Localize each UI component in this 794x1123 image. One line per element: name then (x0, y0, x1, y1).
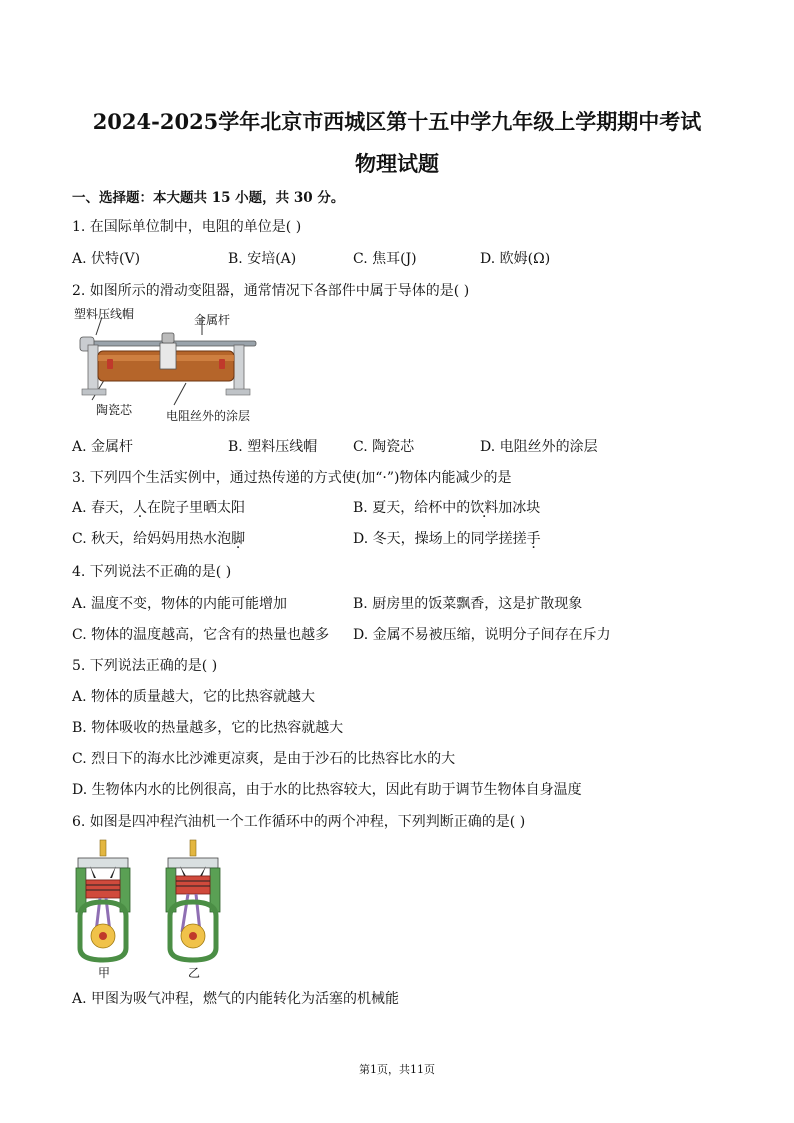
label-metal-rod: 金属杆 (194, 313, 231, 327)
q3-b-text: B. 夏天，给杯中的 (353, 500, 471, 516)
label-yi: 乙 (188, 966, 201, 980)
rheostat-figure (74, 305, 274, 430)
label-ceramic-core: 陶瓷芯 (96, 403, 133, 417)
q4-option-d: D. 金属不易被压缩，说明分子间存在斥力 (353, 627, 611, 643)
q1-option-d: D. 欧姆(Ω) (480, 251, 551, 267)
q5-option-c: C. 烈日下的海水比沙滩更凉爽，是由于沙石的比热容比水的大 (72, 751, 456, 767)
q1-option-a: A. 伏特(V) (72, 251, 141, 267)
q3-option-c (72, 530, 245, 548)
q6-option-a: A. 甲图为吸气冲程，燃气的内能转化为活塞的机械能 (72, 991, 400, 1007)
q4-stem: 4. 下列说法不正确的是( ) (72, 564, 232, 580)
exam-title: 2024-2025学年北京市西城区第十五中学九年级上学期期中考试 (92, 109, 702, 134)
q6-stem: 6. 如图是四冲程汽油机一个工作循环中的两个冲程，下列判断正确的是( ) (72, 814, 526, 830)
exam-subtitle: 物理试题 (355, 151, 439, 176)
q1-stem: 1. 在国际单位制中，电阻的单位是( ) (72, 219, 302, 235)
q2-option-b: B. 塑料压线帽 (228, 439, 318, 455)
q3-option-a (72, 499, 245, 517)
q3-b-dotted: 饮料 (470, 500, 499, 516)
q3-a-text-end: 在院子里晒太阳 (147, 500, 246, 516)
q5-option-a: A. 物体的质量越大，它的比热容就越大 (72, 689, 316, 705)
q5-option-d: D. 生物体内水的比例很高，由于水的比热容较大，因此有助于调节生物体自身温度 (72, 782, 582, 798)
q2-stem: 2. 如图所示的滑动变阻器，通常情况下各部件中属于导体的是( ) (72, 283, 470, 299)
q3-a-dotted: 人 (133, 500, 148, 516)
engine-jia (76, 840, 130, 960)
label-jia: 甲 (98, 966, 111, 980)
q3-stem: 3. 下列四个生活实例中，通过热传递的方式使(加“·”)物体内能减少的是 (72, 470, 512, 486)
engine-illustration (70, 836, 250, 978)
q4-option-c: C. 物体的温度越高，它含有的热量也越多 (72, 627, 330, 643)
label-plastic-cap: 塑料压线帽 (74, 307, 135, 321)
q3-d-dotted: 手 (526, 531, 541, 547)
q4-option-a: A. 温度不变，物体的内能可能增加 (72, 596, 288, 612)
page-footer: 第1页，共11页 (359, 1063, 435, 1076)
q3-d-text: D. 冬天，操场上的同学搓搓 (353, 531, 527, 547)
q2-option-d: D. 电阻丝外的涂层 (480, 439, 598, 455)
q3-option-d (353, 530, 541, 548)
q3-b-text-end: 加冰块 (498, 500, 541, 516)
q1-option-c: C. 焦耳(J) (353, 251, 417, 267)
section-heading: 一、选择题：本大题共 15 小题，共 30 分。 (72, 190, 345, 206)
q2-option-c: C. 陶瓷芯 (353, 439, 415, 455)
q3-option-b (353, 499, 540, 517)
engine-yi (166, 840, 220, 960)
q3-a-text: A. 春天， (72, 500, 134, 516)
q5-option-b: B. 物体吸收的热量越多，它的比热容就越大 (72, 720, 344, 736)
q3-c-dotted: 脚 (231, 531, 246, 547)
q2-option-a: A. 金属杆 (72, 439, 134, 455)
q1-option-b: B. 安培(A) (228, 251, 297, 267)
label-coating: 电阻丝外的涂层 (166, 409, 251, 423)
q4-option-b: B. 厨房里的饭菜飘香，这是扩散现象 (353, 596, 583, 612)
engine-figure (70, 836, 250, 978)
q5-stem: 5. 下列说法正确的是( ) (72, 658, 218, 674)
q3-c-text: C. 秋天，给妈妈用热水泡 (72, 531, 232, 547)
